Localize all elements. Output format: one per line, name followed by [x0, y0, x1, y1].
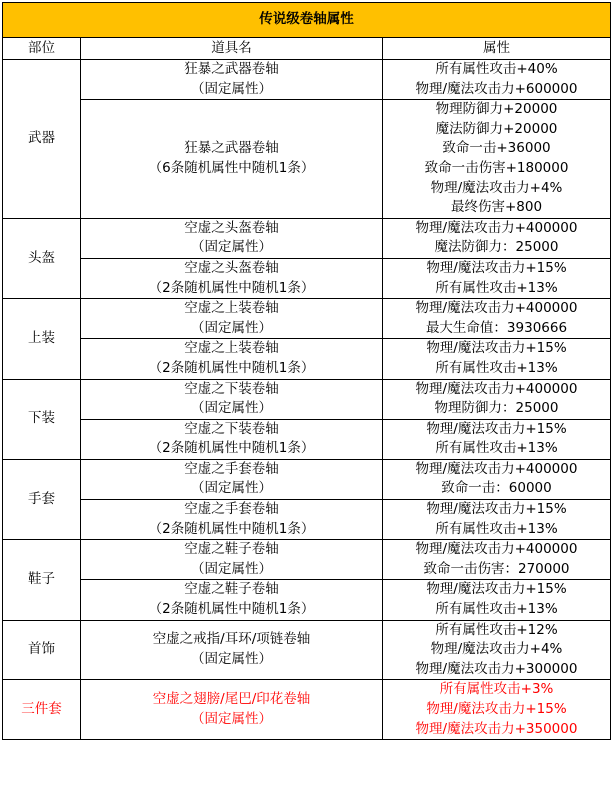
- item-name-line: 空虚之下装卷轴: [184, 420, 279, 437]
- item-name-cell: [81, 620, 383, 680]
- attribute-line: 致命一击：60000: [441, 480, 552, 497]
- item-name-line: （2条随机属性中随机1条）: [148, 440, 315, 457]
- item-name-line: 空虚之鞋子卷轴: [184, 581, 279, 598]
- attribute-cell: [383, 419, 611, 459]
- item-name-cell: [81, 680, 383, 740]
- item-name-cell: [81, 100, 383, 219]
- attribute-line: 所有属性攻击+13%: [435, 359, 558, 376]
- attribute-line: 物理/魔法攻击力+15%: [426, 420, 567, 437]
- slot-cell: 首饰: [3, 620, 81, 680]
- attribute-line: 物理/魔法攻击力+15%: [426, 581, 567, 598]
- item-name-cell: [81, 379, 383, 419]
- item-name-cell: [81, 299, 383, 339]
- item-name-line: 空虚之上装卷轴: [184, 300, 279, 317]
- attribute-line: 所有属性攻击+13%: [435, 520, 558, 537]
- attribute-line: 致命一击+36000: [442, 140, 551, 157]
- slot-cell: 手套: [3, 459, 81, 539]
- attribute-line: 物理/魔法攻击力+400000: [415, 300, 578, 317]
- header-row: [3, 38, 611, 60]
- attribute-cell: [383, 459, 611, 499]
- item-name-line: 空虚之翅膀/尾巴/印花卷轴: [152, 691, 311, 708]
- item-name-line: （固定属性）: [191, 480, 272, 497]
- item-name-line: （2条随机属性中随机1条）: [148, 520, 315, 537]
- attribute-line: 物理/魔法攻击力+600000: [415, 80, 578, 97]
- table-row: [3, 379, 611, 419]
- attribute-line: 物理/魔法攻击力+4%: [430, 179, 563, 196]
- title-row: [3, 3, 611, 38]
- attribute-cell: [383, 500, 611, 540]
- table-row: [3, 258, 611, 298]
- item-name-line: （固定属性）: [191, 560, 272, 577]
- item-name-cell: [81, 218, 383, 258]
- item-name-line: （2条随机属性中随机1条）: [148, 601, 315, 618]
- table-row: [3, 620, 611, 680]
- attribute-cell: [383, 100, 611, 219]
- header-attributes: 属性: [383, 38, 611, 60]
- slot-cell: 头盔: [3, 218, 81, 298]
- table-row: [3, 100, 611, 219]
- item-name-line: （固定属性）: [191, 710, 272, 727]
- attribute-line: 魔法防御力：25000: [434, 239, 559, 256]
- attribute-line: 所有属性攻击+13%: [435, 601, 558, 618]
- attribute-cell: [383, 258, 611, 298]
- item-name-cell: [81, 500, 383, 540]
- item-name-line: （固定属性）: [191, 400, 272, 417]
- attribute-line: 物理/魔法攻击力+400000: [415, 460, 578, 477]
- slot-cell: 三件套: [3, 680, 81, 740]
- item-name-cell: [81, 258, 383, 298]
- table-row: [3, 419, 611, 459]
- item-name-line: 空虚之鞋子卷轴: [184, 541, 279, 558]
- attribute-line: 所有属性攻击+40%: [435, 61, 558, 77]
- table-title: 传说级卷轴属性: [3, 3, 611, 38]
- attribute-line: 魔法防御力+20000: [435, 120, 558, 137]
- table-row: [3, 339, 611, 379]
- attribute-line: 物理/魔法攻击力+15%: [426, 259, 567, 276]
- slot-cell: 下装: [3, 379, 81, 459]
- table-row: [3, 680, 611, 740]
- attribute-line: 所有属性攻击+3%: [439, 681, 554, 698]
- table-body: [3, 3, 611, 740]
- item-name-line: （固定属性）: [191, 319, 272, 336]
- attribute-line: 物理/魔法攻击力+4%: [430, 641, 563, 658]
- attribute-cell: [383, 339, 611, 379]
- item-name-line: 空虚之头盔卷轴: [184, 259, 279, 276]
- item-name-line: （2条随机属性中随机1条）: [148, 359, 315, 376]
- attribute-cell: [383, 218, 611, 258]
- attribute-cell: [383, 60, 611, 100]
- table-row: [3, 218, 611, 258]
- attribute-line: 最终伤害+800: [450, 199, 543, 216]
- slot-cell: 武器: [3, 60, 81, 219]
- table-row: [3, 580, 611, 620]
- item-name-line: 狂暴之武器卷轴: [184, 61, 279, 77]
- attribute-cell: [383, 379, 611, 419]
- attribute-line: 物理防御力：25000: [434, 400, 559, 417]
- item-name-line: （固定属性）: [191, 239, 272, 256]
- item-name-line: 空虚之下装卷轴: [184, 380, 279, 397]
- attribute-line: 物理/魔法攻击力+15%: [426, 340, 567, 357]
- attribute-line: 物理/魔法攻击力+15%: [426, 501, 567, 518]
- attribute-line: 物理防御力+20000: [435, 101, 558, 118]
- attribute-line: 致命一击伤害：270000: [423, 560, 570, 577]
- item-name-line: （固定属性）: [191, 651, 272, 668]
- attribute-line: 物理/魔法攻击力+15%: [426, 701, 567, 717]
- attribute-cell: [383, 620, 611, 680]
- attribute-line: 致命一击伤害+180000: [424, 159, 569, 176]
- header-slot: 部位: [3, 38, 81, 60]
- attribute-line: 所有属性攻击+13%: [435, 279, 558, 296]
- attribute-line: 物理/魔法攻击力+400000: [415, 541, 578, 558]
- scroll-attribute-table: [2, 2, 611, 740]
- attribute-line: 物理/魔法攻击力+300000: [415, 660, 578, 677]
- attribute-line: 最大生命值：3930666: [425, 319, 568, 336]
- attribute-line: 所有属性攻击+12%: [435, 621, 558, 638]
- item-name-cell: [81, 419, 383, 459]
- attribute-line: 物理/魔法攻击力+400000: [415, 219, 578, 236]
- item-name-line: 空虚之手套卷轴: [184, 460, 279, 477]
- item-name-cell: [81, 540, 383, 580]
- item-name-line: 空虚之戒指/耳环/项链卷轴: [152, 631, 311, 648]
- item-name-line: 空虚之头盔卷轴: [184, 219, 279, 236]
- header-item-name: 道具名: [81, 38, 383, 60]
- attribute-line: 物理/魔法攻击力+350000: [415, 720, 578, 737]
- item-name-line: （2条随机属性中随机1条）: [148, 279, 315, 296]
- attribute-cell: [383, 680, 611, 740]
- item-name-cell: [81, 459, 383, 499]
- item-name-line: 空虚之手套卷轴: [184, 501, 279, 518]
- table-row: [3, 60, 611, 100]
- attribute-line: 所有属性攻击+13%: [435, 440, 558, 457]
- item-name-cell: [81, 339, 383, 379]
- table-row: [3, 299, 611, 339]
- attribute-cell: [383, 299, 611, 339]
- attribute-cell: [383, 540, 611, 580]
- item-name-line: （固定属性）: [191, 80, 272, 97]
- table-row: [3, 459, 611, 499]
- item-name-line: （6条随机属性中随机1条）: [148, 159, 315, 176]
- item-name-line: 狂暴之武器卷轴: [184, 140, 279, 157]
- item-name-line: 空虚之上装卷轴: [184, 340, 279, 357]
- item-name-cell: [81, 580, 383, 620]
- slot-cell: 鞋子: [3, 540, 81, 620]
- attribute-cell: [383, 580, 611, 620]
- item-name-cell: [81, 60, 383, 100]
- table-row: [3, 540, 611, 580]
- slot-cell: 上装: [3, 299, 81, 379]
- table-row: [3, 500, 611, 540]
- attribute-line: 物理/魔法攻击力+400000: [415, 380, 578, 397]
